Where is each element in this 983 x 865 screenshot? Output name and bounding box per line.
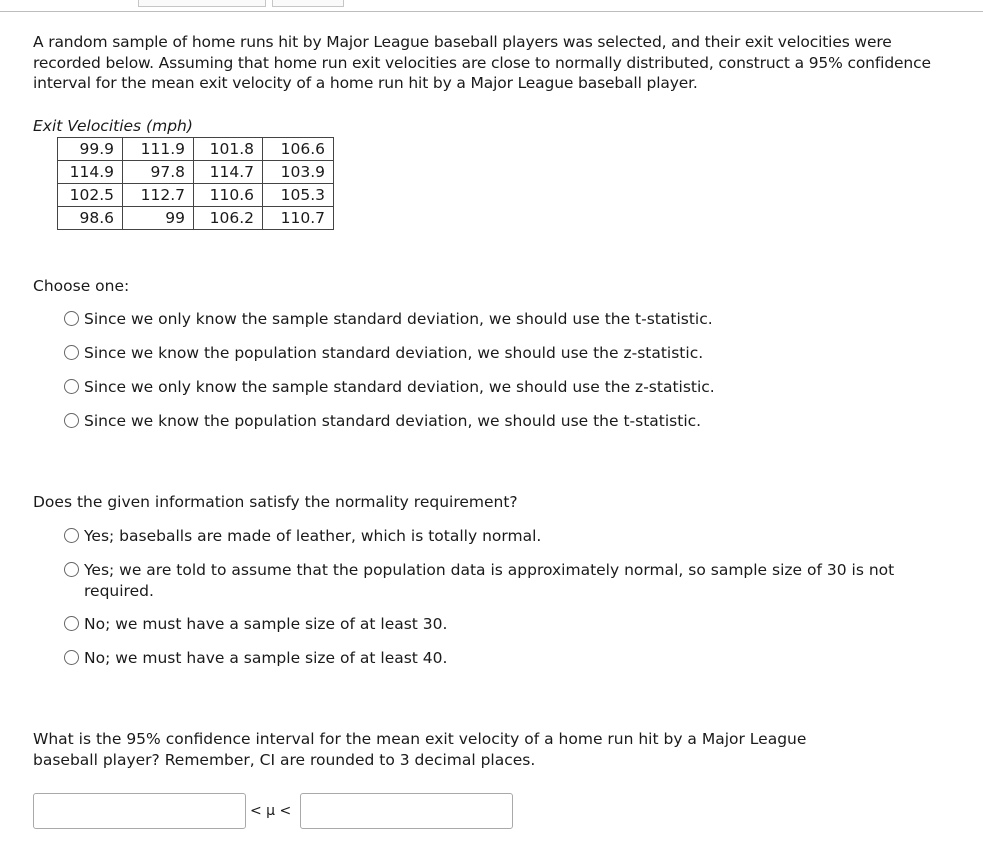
q2-prompt: Does the given information satisfy the normality requirement? [33,493,518,511]
table-cell: 99.9 [58,138,123,161]
table-cell: 105.3 [263,184,334,207]
option-label: Yes; we are told to assume that the population data is approximately normal, so sample size of 30 is not required. [84,561,895,600]
q3-prompt: What is the 95% confidence interval for the mean exit velocity of a home run hit by a Major League baseball player? Remember, CI are rounded to 3 decimal places. [33,730,807,769]
ci-upper-bound-input[interactable] [300,793,513,829]
table-row [58,138,334,161]
radio-button[interactable] [64,562,79,577]
table-cell: 102.5 [58,184,123,207]
option-label: Yes; baseballs are made of leather, which is totally normal. [84,527,542,545]
radio-button[interactable] [64,616,79,631]
table-cell: 111.9 [123,138,194,161]
q2-option-4[interactable] [64,648,924,669]
top-tab-right [272,0,344,7]
radio-button[interactable] [64,650,79,665]
q1-option-2[interactable] [64,343,924,364]
radio-button[interactable] [64,311,79,326]
option-label: No; we must have a sample size of at least 40. [84,649,448,667]
q2-option-2[interactable] [64,560,909,602]
q1-option-3[interactable] [64,377,924,398]
table-cell: 112.7 [123,184,194,207]
radio-button[interactable] [64,528,79,543]
q1-prompt: Choose one: [33,277,130,295]
option-label: Since we know the population standard deviation, we should use the t-statistic. [84,412,702,430]
table-cell: 103.9 [263,161,334,184]
table-cell: 97.8 [123,161,194,184]
table-cell: 106.6 [263,138,334,161]
q1-option-4[interactable] [64,411,924,432]
option-label: Since we only know the sample standard deviation, we should use the z-statistic. [84,378,715,396]
table-caption: Exit Velocities (mph) [33,117,193,135]
exit-velocity-table [57,137,334,230]
table-row [58,184,334,207]
radio-button[interactable] [64,379,79,394]
problem-statement: A random sample of home runs hit by Major League baseball players was selected, and their exit velocities were recorded below. Assuming that home run exit velocities are close to normally distributed, construct a 95% confidence interval for the mean exit velocity of a home run hit by a Major League baseball player. [33,33,931,92]
ci-lower-bound-input[interactable] [33,793,246,829]
option-label: Since we know the population standard deviation, we should use the z-statistic. [84,344,704,362]
table-cell: 99 [123,207,194,230]
option-label: Since we only know the sample standard deviation, we should use the t-statistic. [84,310,713,328]
q2-option-1[interactable] [64,526,924,547]
radio-button[interactable] [64,413,79,428]
table-cell: 114.7 [194,161,263,184]
table-cell: 110.7 [263,207,334,230]
table-cell: 101.8 [194,138,263,161]
option-label: No; we must have a sample size of at least 30. [84,615,448,633]
table-cell: 114.9 [58,161,123,184]
top-tab-left [138,0,266,7]
mu-inequality: < μ < [250,803,292,819]
table-row [58,207,334,230]
q1-option-1[interactable] [64,309,924,330]
table-cell: 106.2 [194,207,263,230]
table-cell: 110.6 [194,184,263,207]
table-cell: 98.6 [58,207,123,230]
top-divider [0,11,983,12]
radio-button[interactable] [64,345,79,360]
table-row [58,161,334,184]
q2-option-3[interactable] [64,614,924,635]
